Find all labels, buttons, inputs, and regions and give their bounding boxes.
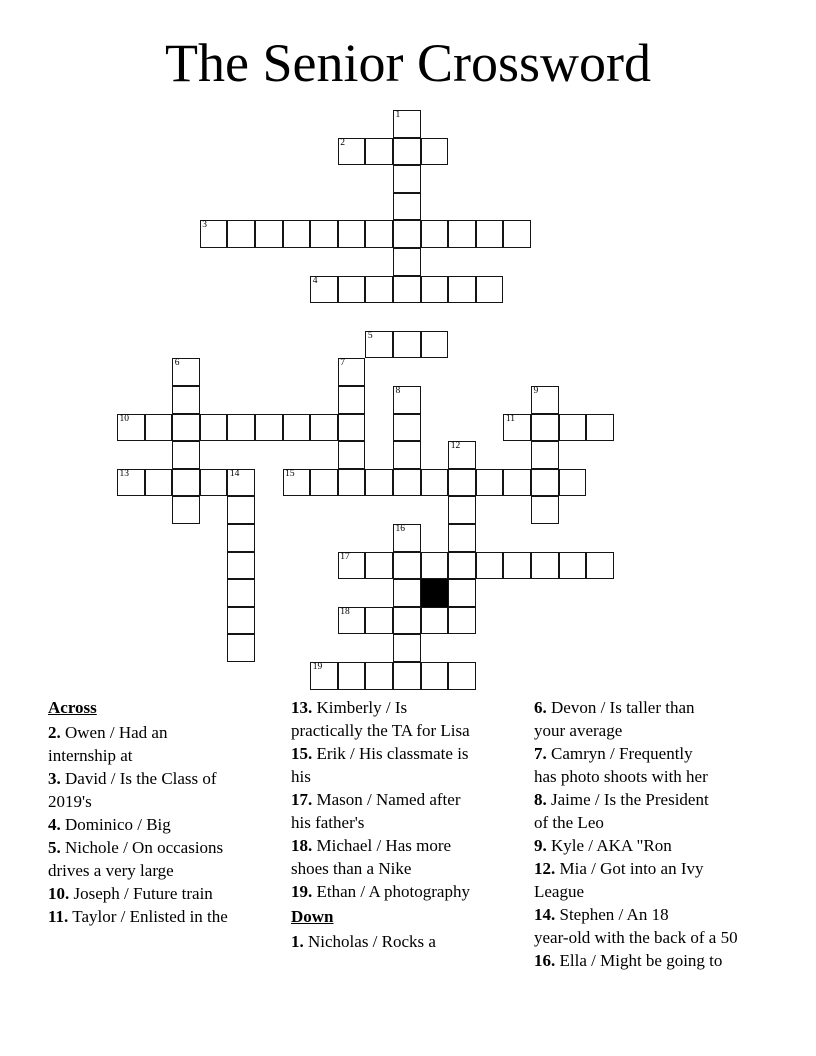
grid-cell[interactable] [310, 220, 338, 248]
clue-number: 1. [291, 932, 304, 951]
clue-line: practically the TA for Lisa [291, 721, 470, 740]
grid-cell[interactable] [227, 634, 255, 662]
clue-item [48, 813, 287, 836]
cell-number: 10 [119, 413, 129, 424]
grid-cell[interactable] [310, 469, 338, 497]
grid-cell[interactable] [393, 193, 421, 221]
grid-cell[interactable] [227, 607, 255, 635]
grid-cell[interactable] [227, 469, 255, 497]
clue-item [291, 880, 530, 903]
cell-number: 15 [285, 468, 295, 479]
grid-cell[interactable] [283, 220, 311, 248]
clue-line: 15. Erik / His classmate is [291, 744, 469, 763]
clue-number: 2. [48, 723, 61, 742]
grid-cell[interactable] [365, 276, 393, 304]
grid-cell[interactable] [338, 469, 366, 497]
grid-cell[interactable] [393, 469, 421, 497]
clues-heading-across: Across [48, 698, 97, 717]
grid-cell[interactable] [365, 552, 393, 580]
grid-cell[interactable] [393, 110, 421, 138]
cell-number: 12 [450, 441, 461, 452]
grid-cell[interactable] [310, 276, 338, 304]
clue-item [48, 905, 287, 928]
grid-cell[interactable] [338, 662, 366, 690]
grid-cell[interactable] [531, 414, 559, 442]
grid-cell[interactable] [338, 276, 366, 304]
grid-cell[interactable] [476, 552, 504, 580]
clue-item [48, 836, 287, 882]
cell-number: 8 [395, 386, 401, 396]
grid-cell[interactable] [448, 579, 476, 607]
cell-number: 18 [340, 606, 350, 617]
grid-cell[interactable] [172, 496, 200, 524]
clue-number: 4. [48, 815, 61, 834]
clue-item [291, 742, 530, 788]
grid-cell[interactable] [531, 441, 559, 469]
clue-line: 18. Michael / Has more [291, 836, 452, 855]
clue-line: 10. Joseph / Future train [48, 884, 213, 903]
cell-number: 1 [395, 110, 401, 120]
grid-cell[interactable] [365, 220, 393, 248]
clues-heading-down: Down [291, 907, 334, 926]
grid-cell[interactable] [421, 607, 449, 635]
cell-number: 16 [395, 524, 405, 534]
clue-number: 16. [534, 951, 556, 970]
clue-item [534, 696, 773, 742]
clue-item [534, 834, 773, 857]
clue-number: 11. [48, 907, 69, 926]
grid-cell[interactable] [227, 414, 255, 442]
cell-number: 7 [340, 358, 346, 369]
grid-cell[interactable] [393, 524, 421, 552]
clue-item [534, 903, 773, 949]
grid-cell[interactable] [503, 469, 531, 497]
grid-cell[interactable] [338, 220, 366, 248]
grid-cell[interactable] [421, 552, 449, 580]
clue-number: 14. [534, 905, 556, 924]
grid-cell[interactable] [227, 579, 255, 607]
cell-number: 6 [174, 358, 180, 369]
grid-cell[interactable] [338, 414, 366, 442]
grid-cell[interactable] [421, 220, 449, 248]
clue-number: 13. [291, 698, 313, 717]
grid-cell[interactable] [310, 414, 338, 442]
clue-item [48, 767, 287, 813]
grid-cell[interactable] [448, 662, 476, 690]
grid-cell[interactable] [227, 220, 255, 248]
cell-number: 4 [312, 275, 318, 286]
grid-cell[interactable] [393, 165, 421, 193]
grid-cell[interactable] [365, 607, 393, 635]
grid-cell[interactable] [448, 276, 476, 304]
clue-number: 8. [534, 790, 547, 809]
grid-cell[interactable] [200, 469, 228, 497]
grid-cell[interactable] [559, 552, 587, 580]
grid-cell[interactable] [227, 524, 255, 552]
grid-cell[interactable] [448, 496, 476, 524]
clue-number: 18. [291, 836, 313, 855]
clue-number: 12. [534, 859, 556, 878]
grid-cell[interactable] [283, 469, 311, 497]
grid-cell[interactable] [448, 552, 476, 580]
clue-line: his [291, 767, 311, 786]
grid-cell[interactable] [338, 138, 366, 166]
grid-cell[interactable] [310, 662, 338, 690]
clue-line: 17. Mason / Named after [291, 790, 461, 809]
grid-cell[interactable] [393, 579, 421, 607]
clue-line: 1. Nicholas / Rocks a [291, 932, 436, 951]
grid-cell[interactable] [448, 607, 476, 635]
clue-number: 3. [48, 769, 61, 788]
grid-cell[interactable] [393, 607, 421, 635]
clue-line: 3. David / Is the Class of [48, 769, 217, 788]
grid-cell[interactable] [365, 662, 393, 690]
grid-cell[interactable] [393, 414, 421, 442]
clue-line: 16. Ella / Might be going to [534, 951, 723, 970]
grid-cell[interactable] [172, 358, 200, 386]
clues-column [534, 696, 773, 972]
grid-cell[interactable] [503, 552, 531, 580]
clue-item [534, 742, 773, 788]
clue-line: 8. Jaime / Is the President [534, 790, 709, 809]
grid-cell[interactable] [448, 469, 476, 497]
clue-number: 10. [48, 884, 70, 903]
grid-cell[interactable] [421, 276, 449, 304]
grid-cell[interactable] [338, 607, 366, 635]
grid-cell[interactable] [559, 414, 587, 442]
grid-cell[interactable] [503, 220, 531, 248]
grid-cell[interactable] [393, 248, 421, 276]
grid-cell[interactable] [338, 358, 366, 386]
grid-cell[interactable] [172, 441, 200, 469]
clue-line: 2019's [48, 792, 92, 811]
grid-cell[interactable] [338, 386, 366, 414]
grid-cell[interactable] [145, 469, 173, 497]
clue-line: 13. Kimberly / Is [291, 698, 408, 717]
grid-cell[interactable] [255, 414, 283, 442]
clue-line: year-old with the back of a 50 [534, 928, 738, 947]
clue-line: 5. Nichole / On occasions [48, 838, 224, 857]
clue-line: shoes than a Nike [291, 859, 412, 878]
grid-cell[interactable] [448, 220, 476, 248]
clue-line: 19. Ethan / A photography [291, 882, 470, 901]
clue-item [534, 949, 773, 972]
grid-cell[interactable] [421, 138, 449, 166]
clue-item [534, 788, 773, 834]
grid-cell[interactable] [227, 552, 255, 580]
clue-line: internship at [48, 746, 133, 765]
clue-item [534, 857, 773, 903]
grid-cell[interactable] [393, 634, 421, 662]
cell-number: 11 [505, 413, 516, 424]
clue-item [291, 930, 530, 953]
grid-cell[interactable] [531, 552, 559, 580]
grid-cell[interactable] [393, 220, 421, 248]
clue-item [291, 696, 530, 742]
grid-cell[interactable] [586, 552, 614, 580]
cell-number: 13 [119, 468, 129, 479]
grid-cell[interactable] [448, 441, 476, 469]
grid-cell[interactable] [448, 524, 476, 552]
clue-line: has photo shoots with her [534, 767, 708, 786]
grid-cell[interactable] [338, 552, 366, 580]
clue-number: 15. [291, 744, 313, 763]
grid-cell[interactable] [531, 469, 559, 497]
clues-section [48, 696, 775, 972]
clue-line: 4. Dominico / Big [48, 815, 171, 834]
grid-cell[interactable] [393, 552, 421, 580]
grid-cell[interactable] [393, 441, 421, 469]
clue-line: League [534, 882, 585, 901]
grid-cell[interactable] [172, 386, 200, 414]
cell-number: 17 [340, 551, 350, 562]
clue-number: 6. [534, 698, 547, 717]
grid-cell[interactable] [283, 414, 311, 442]
grid-cell[interactable] [227, 496, 255, 524]
clue-number: 5. [48, 838, 61, 857]
grid-cell[interactable] [421, 662, 449, 690]
clue-item [291, 834, 530, 880]
grid-cell[interactable] [117, 469, 145, 497]
clue-line: 2. Owen / Had an [48, 723, 168, 742]
clue-line: 14. Stephen / An 18 [534, 905, 669, 924]
grid-cell[interactable] [421, 469, 449, 497]
clue-line: of the Leo [534, 813, 604, 832]
grid-cell[interactable] [200, 414, 228, 442]
grid-cell[interactable] [503, 414, 531, 442]
grid-cell[interactable] [559, 469, 587, 497]
grid-cell[interactable] [200, 220, 228, 248]
grid-cell[interactable] [338, 441, 366, 469]
grid-cell[interactable] [586, 414, 614, 442]
clues-column [291, 696, 530, 972]
grid-cell[interactable] [365, 331, 393, 359]
clue-line: your average [534, 721, 623, 740]
black-cell [421, 579, 449, 607]
grid-cell[interactable] [393, 662, 421, 690]
grid-cell[interactable] [365, 138, 393, 166]
grid-cell[interactable] [117, 414, 145, 442]
cell-number: 3 [202, 220, 208, 231]
grid-cell[interactable] [393, 138, 421, 166]
clue-item [48, 721, 287, 767]
grid-cell[interactable] [476, 220, 504, 248]
clue-item [48, 882, 287, 905]
clue-line: 11. Taylor / Enlisted in the [48, 907, 228, 926]
grid-cell[interactable] [393, 276, 421, 304]
grid-cell[interactable] [145, 414, 173, 442]
cell-number: 19 [312, 662, 323, 672]
cell-number: 5 [367, 330, 373, 341]
clue-number: 19. [291, 882, 313, 901]
grid-cell[interactable] [476, 276, 504, 304]
grid-cell[interactable] [172, 469, 200, 497]
grid-cell[interactable] [476, 469, 504, 497]
grid-cell[interactable] [172, 414, 200, 442]
grid-cell[interactable] [393, 331, 421, 359]
grid-cell[interactable] [531, 386, 559, 414]
grid-cell[interactable] [531, 496, 559, 524]
clue-number: 7. [534, 744, 547, 763]
clue-line: 9. Kyle / AKA "Ron [534, 836, 672, 855]
cell-number: 2 [340, 137, 346, 148]
grid-cell[interactable] [255, 220, 283, 248]
clue-line: 7. Camryn / Frequently [534, 744, 693, 763]
clue-line: drives a very large [48, 861, 174, 880]
grid-cell[interactable] [393, 386, 421, 414]
grid-cell[interactable] [421, 331, 449, 359]
clue-line: his father's [291, 813, 365, 832]
clue-item [291, 788, 530, 834]
clue-number: 17. [291, 790, 313, 809]
crossword-grid [117, 110, 717, 710]
cell-number: 9 [533, 386, 539, 396]
page-title: The Senior Crossword [165, 33, 651, 93]
grid-cell[interactable] [365, 469, 393, 497]
clue-line: 12. Mia / Got into an Ivy [534, 859, 704, 878]
clue-number: 9. [534, 836, 547, 855]
clues-column [48, 696, 287, 972]
cell-number: 14 [229, 468, 240, 479]
clue-line: 6. Devon / Is taller than [534, 698, 695, 717]
